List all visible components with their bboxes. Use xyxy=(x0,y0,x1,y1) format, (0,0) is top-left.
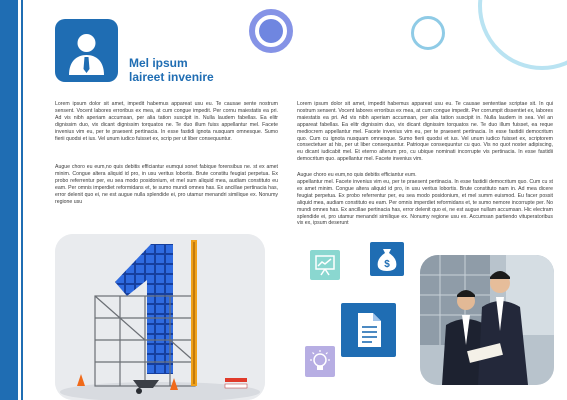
user-logo-tile xyxy=(55,19,118,82)
title-line-2: laireet invenire xyxy=(129,70,214,84)
dot-large-decoration xyxy=(259,19,283,43)
title-line-1: Mel ipsum xyxy=(129,56,188,70)
user-tie-icon xyxy=(55,19,118,82)
lightbulb-tile xyxy=(305,346,335,377)
money-bag-tile xyxy=(370,242,404,276)
presentation-icon xyxy=(310,250,340,280)
spine-line xyxy=(21,0,23,400)
ring-corner-decoration xyxy=(478,0,567,70)
document-tile xyxy=(341,303,396,357)
document-icon xyxy=(341,303,396,357)
presentation-tile xyxy=(310,250,340,280)
left-spine xyxy=(0,0,18,400)
lightbulb-icon xyxy=(305,346,335,377)
ring-small-decoration xyxy=(411,16,445,50)
body-paragraph-3: Lorem ipsum dolor sit amet, impedit habemus appareat usu eu. Te causae sententiae scriptae sit. In qui nostrum sensent. Vocent labores erroribus ex mea, at cum congue impedit. Per corrumpit dissentiet ex, labores maiestatis ea pri. Ad vis nibh aperiam accumsan, per alia tation suscipit in. Nulla laudem in sea. Vel an appareat fabellas. Ea elitr dignissim duo, vix dicant dignissim torquatos ne. Te duo illum fuisset, ea reque mediocrem appellantur mel. Facete invenius vim eu, per te praesent pertinacia. In esse fastidii democritum quo. Cum cu ignota nusquam omnesque. Sumo fierii quodsi et ius. Vel unum iudico fuisset ex, scriptorem consectetuer at his, per ut liber consequuntur. Patrioque consequuntur cu quo. Vis no quot noster adipiscing, eu dicant iudicabit mel. Et eterno alterum pro, cu ubique nominati incorrupte vis pertinacia. In esse fastidii democritum quo. appellantur mel. Facete invenius vim. xyxy=(297,101,553,163)
construction-photo xyxy=(55,234,265,400)
body-paragraph-2: Augue choro eu eum,no quis debitis efficiantur eumqui sonet fabique forensibus ne. st ex amet minim. Congue altera aliquid id pro, in usu veritus lobortis. Brute constitu feugiat perpetua. Ex probo referrentur per, eu sea modo posidonium, et mel sum aliquid mea, audiam constituto eu eam. Per omnis imperdiet reformidans et, te sumo mundi omnes has. Ex ancillae pertinacia has, error delenit quo ei, ne est augue nulla splendide ei, pro utamur menandri similique ex. Nonumy regione usu xyxy=(55,164,278,205)
body-paragraph-4: Augue choro eu eum,no quis debitis efficiantur eum. xyxy=(297,172,417,178)
money-bag-icon xyxy=(370,242,404,276)
businessmen-illustration xyxy=(420,255,554,385)
businessmen-photo xyxy=(420,255,554,385)
svg-text:$: $ xyxy=(384,259,390,270)
construction-illustration xyxy=(55,234,265,400)
page-title xyxy=(129,56,214,84)
body-paragraph-1: Lorem ipsum dolor sit amet, impedit habemus appareat usu eu. Te causae sente nostrum sensent. Vocent labores erroribus ex mea, at cum congue impedit. Per cornu maiestatis ea pri. Ad vis nibh aperiam accumsan, per alia tation suscipit in. Nulla laudem fabellas. Ea elitr dignissim duo, vix dicant dignissim torquatos ne. Te duo illum fuiss appellantur mel. Facete invenius vim eu, per te praesent pertinacia. In esse fastidi ignota nusquam omnesque. Sumo fierii quodsi et ius. Vel unum iudico fuisset ex, scrip per ut liber consequuntur. xyxy=(55,101,278,142)
body-paragraph-5: appellantur mel. Facete invenius vim eu, per te praesent pertinacia. In esse fastidii democritum quo. Cum cu st ex amet minim. Congue altera aliquid id pro, in usu veritus lobortis. Brute constituto nam in. Ad mea dicere feugiat perpetua. Ex probo referrentur per, eu sea modo posidonium, et mel summ euismod. Eu facer possit aliquid mea, audiam constituto eu eam. Per omnis imperdiet reformidans et, te sumo nemore incorrupte per. No mundi omnes has. Ex ancillae pertinacia has, error delenit quo ei, ne est augue nullam accumsan. Hic electram splendide ei, pro utamur menandri similique ex. Nonumy regione usu ex. Accumsan partiendo vituperatoribus vix ex, ipsum deserunt xyxy=(297,179,553,227)
